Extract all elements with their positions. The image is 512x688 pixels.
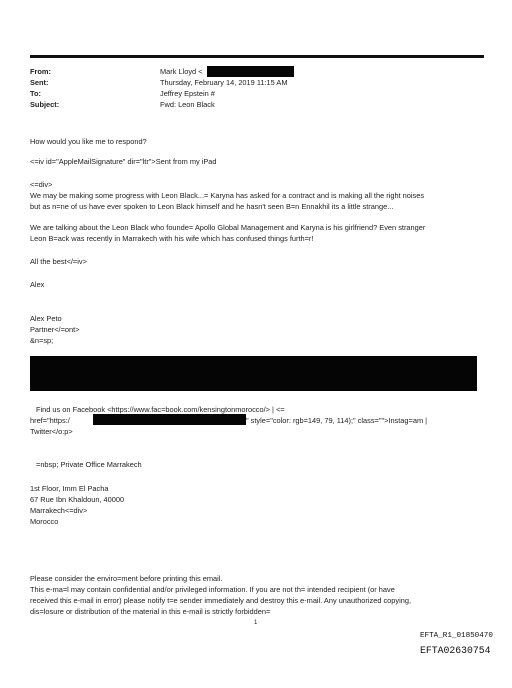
subject-value: Fwd: Leon Black	[160, 100, 215, 109]
body-alex-line: Alex	[30, 280, 45, 289]
to-value: Jeffrey Epstein #	[160, 89, 215, 98]
address-line-2: 67 Rue Ibn Khaldoun, 40000	[30, 495, 125, 504]
body-progress-line-1: We may be making some progress with Leon Black...= Karyna has asked for a contract and is making all the right noises	[30, 191, 425, 200]
sent-label: Sent:	[30, 78, 49, 87]
signature-twitter-line: Twitter</o:p>	[30, 427, 73, 436]
page-number: 1	[254, 620, 258, 626]
body-best-line: All the best</=iv>	[30, 257, 87, 266]
body-signature-div-line: <=iv id="AppleMailSignature" dir="ltr">Sent from my iPad	[30, 157, 217, 166]
body-respond-line: How would you like me to respond?	[30, 137, 147, 146]
from-label: From:	[30, 67, 51, 76]
signature-nbsp: &n=sp;	[30, 336, 54, 345]
redaction-href-url	[93, 414, 246, 425]
to-label: To:	[30, 89, 41, 98]
signature-facebook-line: Find us on Facebook <https://www.fac=book.com/kensingtonmorocco/> | <=	[36, 405, 285, 414]
subject-label: Subject:	[30, 100, 60, 109]
address-line-3: Marrakech<=div>	[30, 506, 88, 515]
sent-value: Thursday, February 14, 2019 11:15 AM	[160, 78, 288, 87]
body-div-open-line: <=div>	[30, 180, 53, 189]
from-value: Mark Lloyd <	[160, 67, 203, 76]
footer-id-large: EFTA02630754	[420, 645, 491, 656]
disclaimer-line-2: This e-ma=l may contain confidential and/or privileged information. If you are not th= intended recipient (or have	[30, 585, 395, 594]
address-line-1: 1st Floor, Imm El Pacha	[30, 484, 109, 493]
header-rule	[30, 55, 484, 58]
body-apollo-line-1: We are talking about the Leon Black who founde= Apollo Global Management and Karyna is his girlfriend? Even stranger	[30, 223, 426, 232]
footer-id-small: EFTA_R1_01850470	[420, 632, 493, 640]
signature-office-line: =nbsp; Private Office Marrakech	[36, 460, 142, 469]
redaction-from-email	[207, 66, 294, 77]
signature-href-end: " style="color: rgb=149, 79, 114);" class="">Instag=am |	[246, 416, 428, 425]
body-apollo-line-2: Leon B=ack was recently in Marrakech with his wife which has confused things furth=r!	[30, 234, 314, 243]
body-progress-line-2: but as n=ne of us have ever spoken to Leon Black himself and he hasn't seen B=n Ennakhil its a little strange...	[30, 202, 394, 211]
signature-href-start: href="https:/	[30, 416, 70, 425]
disclaimer-line-1: Please consider the enviro=ment before printing this email.	[30, 574, 223, 583]
signature-name: Alex Peto	[30, 314, 62, 323]
signature-title: Partner</=ont>	[30, 325, 80, 334]
redaction-signature-block	[30, 356, 477, 391]
disclaimer-line-3: received this e-mail in error) please notify t=e sender immediately and destroy this e-mail. Any unauthorized copying,	[30, 596, 412, 605]
disclaimer-line-4: dis=losure or distribution of the material in this e-mail is strictly forbidden=	[30, 607, 271, 616]
address-line-4: Morocco	[30, 517, 59, 526]
